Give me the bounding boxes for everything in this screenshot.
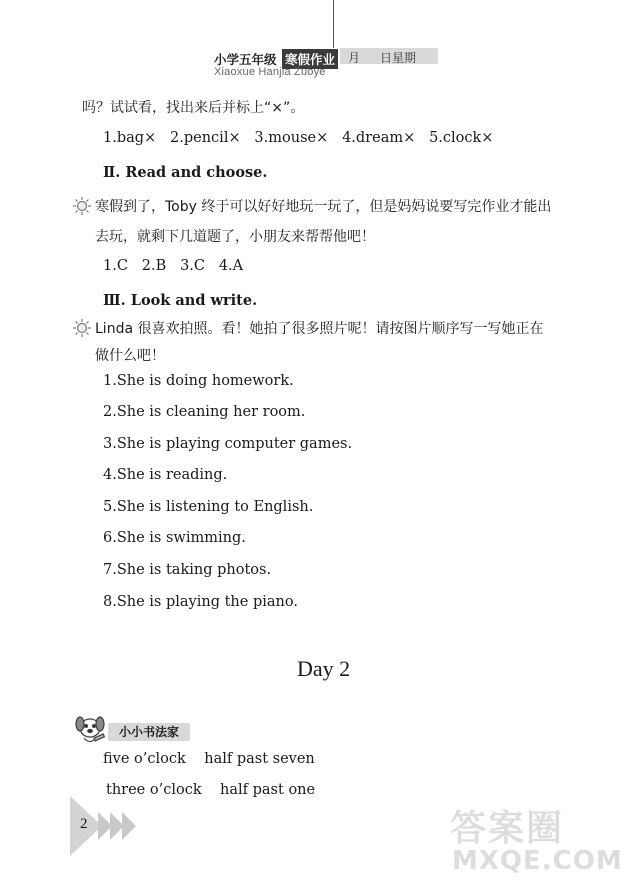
header-weekday: 星期 xyxy=(392,51,417,65)
header-divider-line xyxy=(333,0,334,48)
header-pinyin: Xiaoxue Hanjia Zuoye xyxy=(214,66,326,78)
page-number: 2 xyxy=(80,816,88,832)
header-date-box xyxy=(340,48,438,64)
section3-item-3: 3.She is playing computer games. xyxy=(103,436,353,452)
header-subject: 寒假作业 xyxy=(282,49,338,69)
day2-line1: five o’clock half past seven xyxy=(103,751,315,767)
day2-line2: three o’clock half past one xyxy=(106,782,316,798)
watermark-top-text: 答案圈 xyxy=(450,808,565,849)
sun-icon xyxy=(72,318,92,338)
dog-mascot-icon xyxy=(72,712,108,748)
section3-item-4: 4.She is reading. xyxy=(103,467,228,483)
section3-desc-line2: 做什么吧！ xyxy=(95,348,165,364)
section3-item-6: 6.She is swimming. xyxy=(103,530,246,546)
section2-answers: 1.C 2.B 3.C 4.A xyxy=(103,258,244,274)
watermark-logo xyxy=(450,800,630,878)
section2-desc-line2: 去玩，就剩下几道题了，小朋友来帮帮他吧！ xyxy=(95,229,375,245)
calligraphy-banner: 小小书法家 xyxy=(108,723,190,741)
header-grade: 小学五年级 xyxy=(214,52,277,67)
section1-intro: 吗？试试看，找出来后并标上“×”。 xyxy=(82,100,305,116)
header-day: 日 xyxy=(380,51,393,65)
section2-heading: Ⅱ. Read and choose. xyxy=(103,164,268,181)
header-month: 月 xyxy=(348,51,361,65)
watermark-bottom-text: MXQE.COM xyxy=(452,846,623,876)
section3-item-7: 7.She is taking photos. xyxy=(103,562,272,578)
day-title: Day 2 xyxy=(297,656,351,681)
section3-item-8: 8.She is playing the piano. xyxy=(103,594,298,610)
section3-item-2: 2.She is cleaning her room. xyxy=(103,404,306,420)
section3-desc-line1: Linda 很喜欢拍照。看！她拍了很多照片呢！请按图片顺序写一写她正在 xyxy=(95,321,544,337)
section2-desc-line1: 寒假到了，Toby 终于可以好好地玩一玩了，但是妈妈说要写完作业才能出 xyxy=(95,199,552,215)
section3-item-1: 1.She is doing homework. xyxy=(103,373,294,389)
sun-icon xyxy=(72,196,92,216)
section3-heading: Ⅲ. Look and write. xyxy=(103,292,258,309)
section1-answers: 1.bag× 2.pencil× 3.mouse× 4.dream× 5.clock× xyxy=(103,130,494,146)
section3-item-5: 5.She is listening to English. xyxy=(103,499,314,515)
